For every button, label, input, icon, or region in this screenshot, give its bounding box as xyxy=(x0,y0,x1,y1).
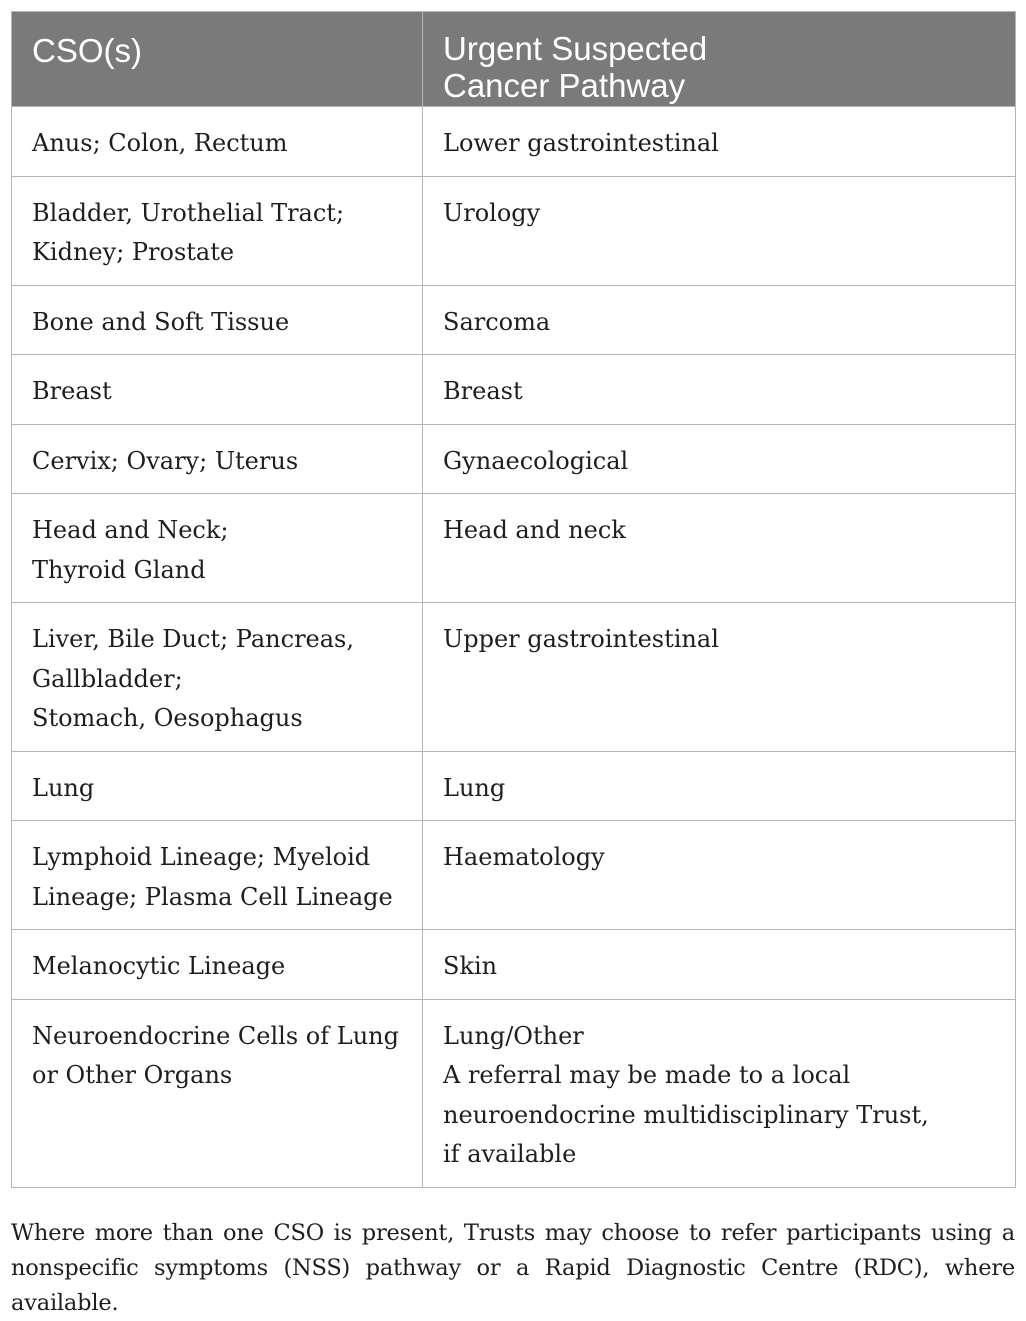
pathway-line: Upper gastrointestinal xyxy=(443,625,719,653)
cso-line: Breast xyxy=(32,377,112,405)
pathway-line: Head and neck xyxy=(443,516,626,544)
cso-line: Lymphoid Lineage; Myeloid xyxy=(32,843,371,871)
pathway-line: Urology xyxy=(443,198,541,227)
cso-line: Lineage; Plasma Cell Lineage xyxy=(32,882,393,911)
cso-line: Cervix; Ovary; Uterus xyxy=(32,446,299,475)
table-row xyxy=(12,424,1016,494)
cso-cell xyxy=(12,494,423,603)
cso-line: Melanocytic Lineage xyxy=(32,952,286,980)
cso-cell xyxy=(12,999,423,1187)
pathway-cell xyxy=(423,176,1016,285)
pathway-cell xyxy=(423,355,1016,425)
cso-cell xyxy=(12,751,423,821)
cso-line: Bone and Soft Tissue xyxy=(32,307,290,336)
pathway-cell xyxy=(423,751,1016,821)
cso-line: or Other Organs xyxy=(32,1061,233,1089)
table-header-row xyxy=(12,12,1016,107)
cso-line: Gallbladder; xyxy=(32,664,183,693)
table-row xyxy=(12,355,1016,425)
cso-cell xyxy=(12,355,423,425)
cso-cell xyxy=(12,930,423,1000)
table-row xyxy=(12,285,1016,355)
table-row xyxy=(12,107,1016,177)
cso-cell xyxy=(12,821,423,930)
table-row xyxy=(12,999,1016,1187)
header-cso-line: CSO(s) xyxy=(32,32,142,69)
pathway-line: Lung xyxy=(443,773,506,802)
pathway-cell xyxy=(423,821,1016,930)
table-row xyxy=(12,930,1016,1000)
pathway-cell xyxy=(423,603,1016,752)
header-pathway-line: Urgent Suspected xyxy=(443,30,708,67)
cso-line: Head and Neck; xyxy=(32,516,229,544)
cso-cell xyxy=(12,424,423,494)
pathway-cell xyxy=(423,999,1016,1187)
table-row xyxy=(12,821,1016,930)
table-footnote: Where more than one CSO is present, Trusts may choose to refer participants using a nonspecific symptoms (NSS) pathway or a Rapid Diagnostic Centre (RDC), where available. xyxy=(11,1220,1015,1316)
cso-pathway-table-container xyxy=(11,11,1015,1188)
table-row xyxy=(12,751,1016,821)
cso-cell xyxy=(12,176,423,285)
pathway-line: Sarcoma xyxy=(443,307,551,336)
table-row xyxy=(12,494,1016,603)
cso-line: Neuroendocrine Cells of Lung xyxy=(32,1021,399,1050)
pathway-line: Lung/Other xyxy=(443,1021,584,1050)
pathway-line: Gynaecological xyxy=(443,446,629,475)
cso-cell xyxy=(12,107,423,177)
pathway-line: Skin xyxy=(443,952,498,980)
cso-cell xyxy=(12,285,423,355)
cso-line: Thyroid Gland xyxy=(32,555,206,584)
table-row xyxy=(12,603,1016,752)
cso-cell xyxy=(12,603,423,752)
cso-line: Lung xyxy=(32,773,95,802)
cso-line: Stomach, Oesophagus xyxy=(32,704,303,732)
cso-line: Bladder, Urothelial Tract; xyxy=(32,198,345,227)
pathway-line: if available xyxy=(443,1140,577,1168)
pathway-cell xyxy=(423,494,1016,603)
cso-line: Anus; Colon, Rectum xyxy=(32,129,288,157)
pathway-line: Lower gastrointestinal xyxy=(443,129,719,157)
pathway-cell xyxy=(423,930,1016,1000)
pathway-cell xyxy=(423,107,1016,177)
pathway-line: Breast xyxy=(443,377,523,405)
cso-line: Liver, Bile Duct; Pancreas, xyxy=(32,625,354,653)
pathway-line: Haematology xyxy=(443,843,605,871)
pathway-line: A referral may be made to a local xyxy=(443,1061,851,1089)
pathway-cell xyxy=(423,285,1016,355)
header-pathway-line: Cancer Pathway xyxy=(443,67,686,104)
table-row xyxy=(12,176,1016,285)
cso-pathway-table xyxy=(11,11,1016,1188)
header-cso xyxy=(12,12,423,107)
header-pathway xyxy=(423,12,1016,107)
cso-line: Kidney; Prostate xyxy=(32,238,235,266)
pathway-cell xyxy=(423,424,1016,494)
pathway-line: neuroendocrine multidisciplinary Trust, xyxy=(443,1100,929,1129)
